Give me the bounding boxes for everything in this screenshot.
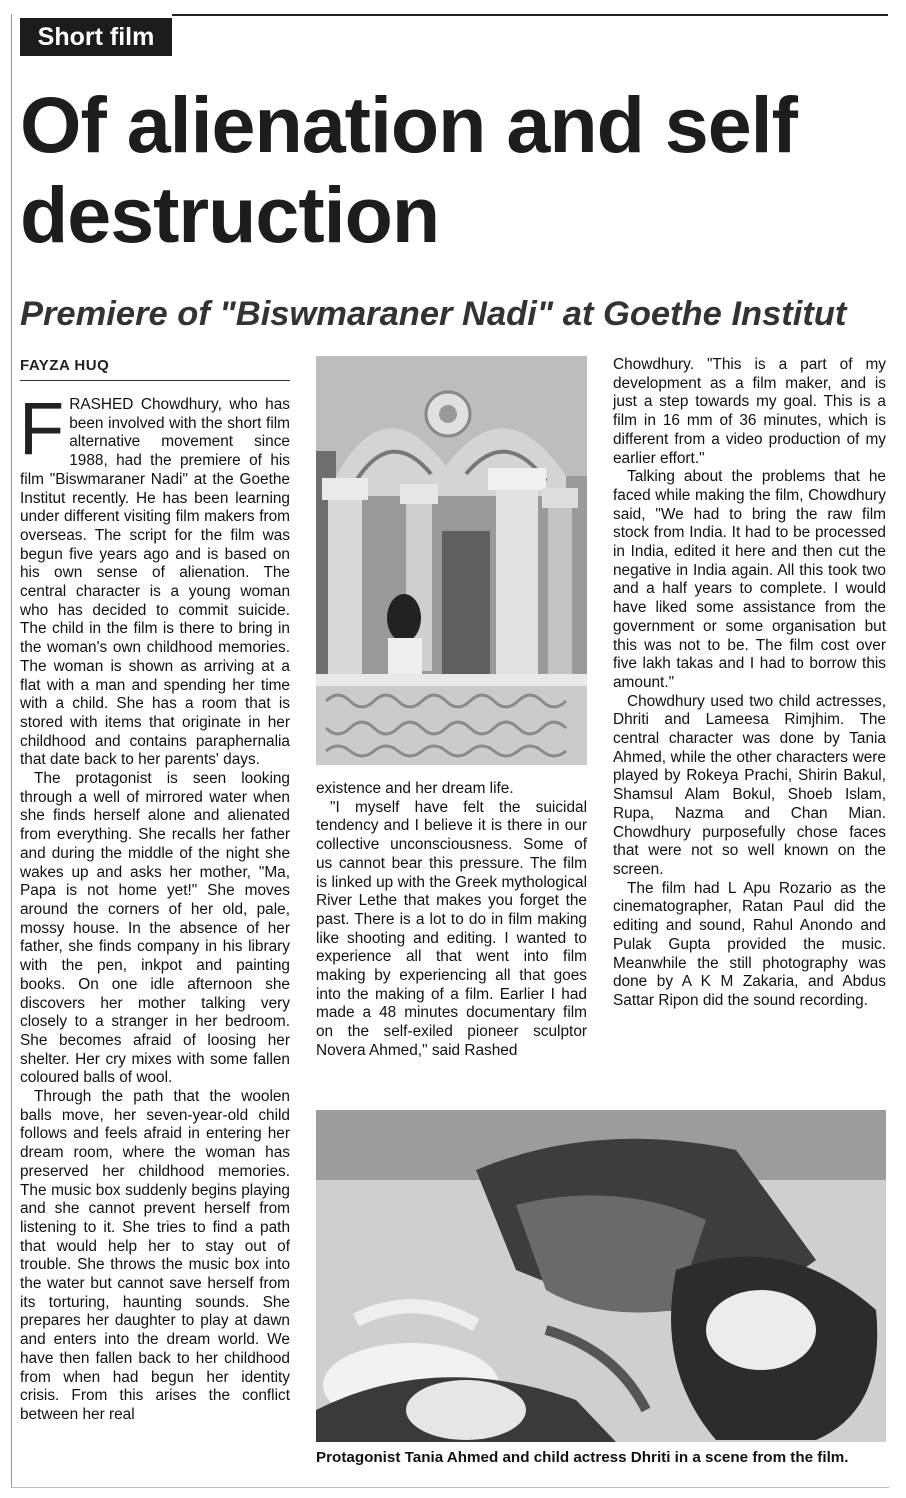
balcony-photo bbox=[316, 356, 587, 765]
photo-caption: Protagonist Tania Ahmed and child actress Dhriti in a scene from the film. bbox=[316, 1449, 849, 1466]
byline: FAYZA HUQ bbox=[20, 357, 110, 374]
left-column-rule bbox=[11, 14, 12, 1488]
subheadline: Premiere of "Biswmaraner Nadi" at Goethe Institut bbox=[20, 295, 847, 333]
paragraph: Through the path that the woolen balls move, her seven-year-old child follows and feels afraid in entering her dream room, where the woman has preserved her childhood memories. The music box suddenly begins playing and she cannot prevent herself from listening to it. She tries to find a path that would help her to stay out of trouble. She throws the music box into the water but cannot save herself from its torturing, haunting sounds. She prepares her daughter to play at dawn and enters into the dream world. We have then fallen back to her childhood from when had begun her identity crisis. From this arises the conflict between her real bbox=[20, 1088, 290, 1423]
paragraph: Chowdhury used two child actresses, Dhriti and Lameesa Rimjhim. The central character was done by Tania Ahmed, while the other characters were played by Rokeya Prachi, Shirin Bakul, Shamsul Alam Bokul, Shoeb Islam, Rupa, Nazma and Chan Mian. Chowdhury purposefully chose faces that were not so well known on the screen. bbox=[613, 692, 886, 878]
paragraph: existence and her dream life. bbox=[316, 780, 514, 797]
film-scene-photo bbox=[316, 1110, 886, 1442]
top-rule bbox=[172, 14, 888, 16]
paragraph: The film had L Apu Rozario as the cinematographer, Ratan Paul did the editing and sound, Rahul Anondo and Pulak Gupta provided the music. Meanwhile the still photography was done by A K M Zakaria, and Abdus Sattar Ripon did the sound recording. bbox=[613, 879, 886, 1009]
section-label: Short film bbox=[20, 18, 172, 56]
paragraph: Talking about the problems that he faced while making the film, Chowdhury said, "We had to bring the raw film stock from India. It had to be processed in India, edited it here and then cut the negative in India again. All this took two and a half years to complete. I would have liked some assistance from the government or some organisation but this was not to be. The film cost over five lakh takas and I had to borrow this amount." bbox=[613, 468, 886, 691]
bottom-rule bbox=[11, 1487, 889, 1488]
paragraph: FRASHED Chowdhury, who has been involved with the short film alternative movement since 1988, had the premiere of his film "Biswmaraner Nadi" at the Goethe Institut recently. He has been learning under different visiting film makers from overseas. The script for the film was begun five years ago and is based on his own sense of alienation. The central character is a young woman who has decided to commit suicide. The child in the film is there to bring in the woman's own childhood memories. The woman is shown as arriving at a flat with a man and spending her time with a child. She has a room that is stored with items that originate in her childhood and contains paraphernalia that date back to her parents' days. bbox=[19, 387, 290, 769]
paragraph: "I myself have felt the suicidal tendency and I believe it is there in our collective unconsciousness. Some of us cannot bear this pressure. The film is linked up with the Greek mythological River Lethe that makes you forget the past. There is a lot to do in film making like shooting and editing. I wanted to experience all that went into film making by experiencing all that goes into the making of a film. Earlier I had made a 48 minutes documentary film on the self-exiled pioneer sculptor Novera Ahmed," said Rashed bbox=[316, 798, 587, 1059]
article-column-1 bbox=[19, 387, 290, 1425]
article-column-3 bbox=[613, 356, 886, 1011]
byline-rule bbox=[20, 380, 290, 381]
drop-cap: F bbox=[19, 387, 65, 470]
paragraph: The protagonist is seen looking through a well of mirrored water when she finds herself alone and alienated from everything. She recalls her father and during the middle of the night she wakes up and asks her mother, "Ma, Papa is not home yet!" She moves around the corners of her old, pale, mossy house. In the absence of her father, she finds company in his library with the pen, inkpot and painting books. On one idle afternoon she discovers her mother talking very closely to a stranger in her bedroom. She becomes afraid of loosing her shelter. Her cry mixes with some fallen coloured balls of wool. bbox=[20, 770, 290, 1087]
article-column-2 bbox=[316, 780, 587, 1061]
paragraph: Chowdhury. "This is a part of my development as a film maker, and is just a step towards my goal. This is a film in 16 mm of 36 minutes, which is different from a video production of my earlier effort." bbox=[613, 356, 886, 467]
headline: Of alienation and self destruction bbox=[20, 80, 797, 259]
